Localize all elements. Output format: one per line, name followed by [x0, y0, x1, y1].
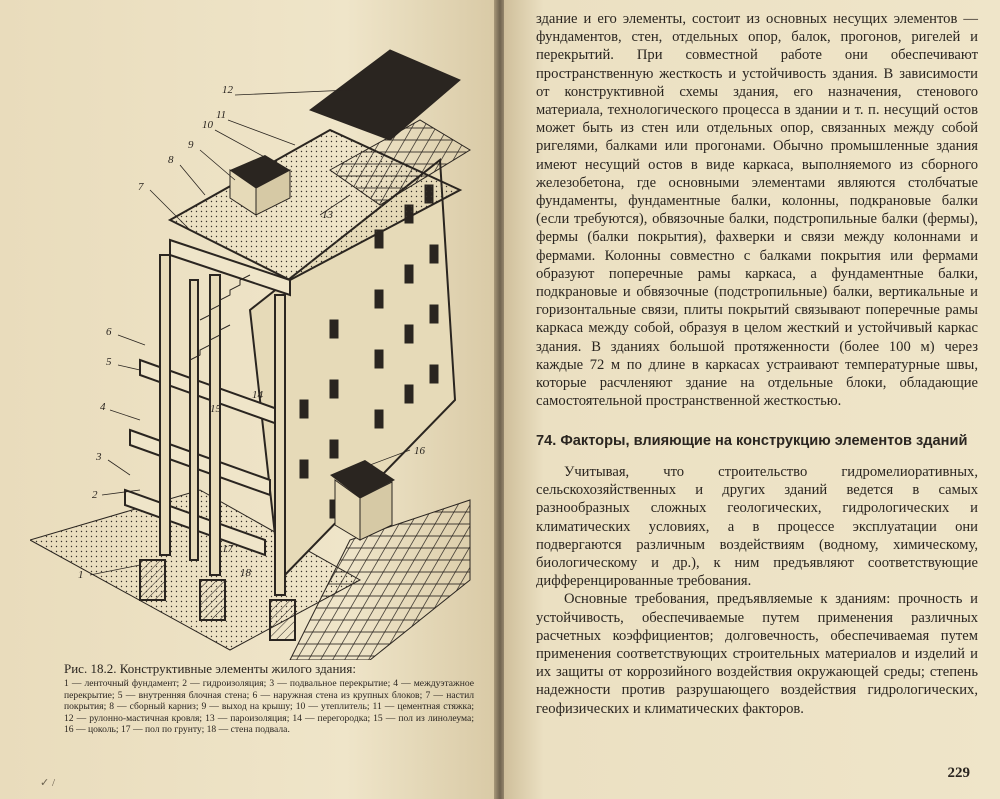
figure-caption	[64, 661, 474, 736]
callout-2: 2	[92, 489, 98, 501]
left-page	[0, 0, 496, 799]
paragraph-requirements: Основные требования, предъявляемые к зданиям: прочность и устойчивость, обеспечиваемые путем применения различных расчетных коэффициентов; долговечность, обеспечиваемая путем применения соответствующих строительных материалов и изделий и их защиты от коррозийного воздействия окружающей среды; степень надежности против разрушающего воздействия гидрологических, геофизических и климатических факторов.	[536, 591, 978, 717]
callout-5: 5	[106, 356, 112, 368]
roof-covering-dark	[310, 50, 460, 140]
callout-13: 13	[322, 209, 333, 221]
callout-12: 12	[222, 84, 233, 96]
callout-14: 14	[252, 389, 263, 401]
caption-legend: 1 — ленточный фундамент; 2 — гидроизоляция; 3 — подвальное перекрытие; 4 — междуэтажное перекрытие; 5 — внутренняя блочная стена; 6 — наружная стена из крупных блоков; 7 — настил покрытия; 8 — сборный карниз; 9 — выход на крышу; 10 — утеплитель; 11 — цементная стяжка; 12 — рулонно-мастичная кровля; 13 — пароизоляция; 14 — перегородка; 15 — пол из линолеума; 16 — цоколь; 17 — пол по грунту; 18 — стена подвала.	[64, 678, 474, 736]
callout-16: 16	[414, 445, 425, 457]
callout-4: 4	[100, 401, 106, 413]
callout-6: 6	[106, 326, 112, 338]
callout-18: 18	[240, 567, 251, 579]
body-text	[536, 10, 978, 718]
callout-11: 11	[216, 109, 227, 121]
right-page	[504, 0, 1000, 799]
callout-3: 3	[96, 451, 102, 463]
callout-15: 15	[210, 403, 221, 415]
building-drawing	[30, 20, 480, 660]
callout-17: 17	[222, 543, 233, 555]
pencil-marks: ✓ /	[40, 777, 56, 789]
page-number: 229	[947, 765, 970, 781]
callout-1: 1	[78, 569, 84, 581]
section-heading: 74. Факторы, влияющие на конструкцию элементов зданий	[536, 433, 968, 450]
callout-9: 9	[188, 139, 194, 151]
paragraph-factors: Учитывая, что строительство гидромелиоративных, сельскохозяйственных и других зданий ведется в самых разнообразных сложных геологических, гидрологических и климатических условиях, а в процессе эксплуатации они подвергаются различным воздействиям (водному, химическому, биологическому и др.), к ним предъявляют соответствующие дифференцированные требования.	[536, 463, 978, 590]
building-cutaway-illustration	[30, 20, 480, 660]
callout-8: 8	[168, 154, 174, 166]
callout-10: 10	[202, 119, 213, 131]
paragraph-continuation: здание и его элементы, состоит из основных несущих элементов — фундаментов, стен, отдельных опор, балок, прогонов, ригелей и перекрытий. При совместной работе они обеспечивают пространственную жесткость и устойчивость здания. В зависимости от конструктивной схемы здания, его назначения, стенового материала, технологического процесса в здании и т. п. несущий остов может быть из стен или отдельных опор, связанных между собой ригелями, балками или прогонами. Обычно промышленные здания имеют несущий остов в виде каркаса, выполняемого из сборного железобетона, где основными элементами являются столбчатые фундаменты, фундаментные балки, колонны, подкрановые балки (если требуются), обвязочные балки, подстропильные балки (фермы), фермы (балки покрытия), фахверки и связи между колоннами и фермами. Колонны совместно с балками покрытия или фермами образуют поперечные рамы каркаса, а фундаментные балки, подкрановые и обвязочные (подстропильные) балки, вертикальные и горизонтальные связи, плиты покрытий связывают поперечные рамы каркаса между собой, образуя в целом жесткий и устойчивый каркас здания. В зданиях большой протяженности (более 100 м) через каждые 72 м по длине в каркасах устраивают температурные швы, которые расчленяют здание на отдельные блоки, обладающие самостоятельной пространственной жесткостью.	[536, 11, 978, 410]
caption-title: Рис. 18.2. Конструктивные элементы жилого здания:	[64, 661, 356, 676]
callout-7: 7	[138, 181, 144, 193]
